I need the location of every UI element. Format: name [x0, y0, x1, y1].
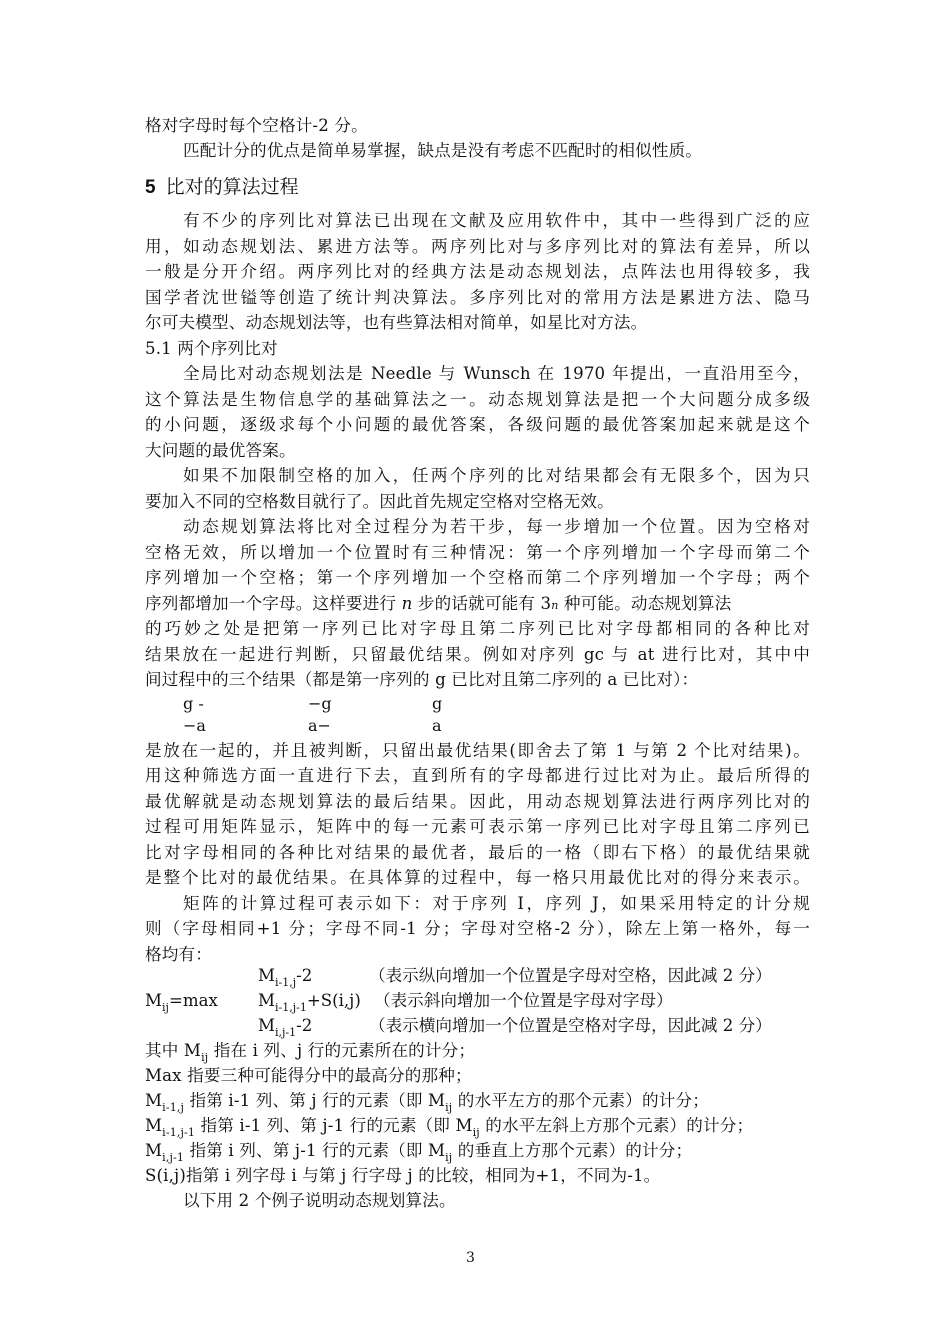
- paragraph-line: 矩阵的计算过程可表示如下：对于序列 I，序列 J，如果采用特定的计分规: [183, 894, 810, 913]
- subscript: i-1,j-1: [275, 1001, 307, 1014]
- paragraph-line: 用这种筛选方面一直进行下去，直到所有的字母都进行过比对为止。最后所得的: [145, 766, 810, 785]
- alignment-2-top: −g: [308, 694, 332, 713]
- paragraph-line: 国学者沈世镒等创造了统计判决算法。多序列比对的常用方法是累进方法、隐马: [145, 288, 810, 307]
- paragraph-line: 比对字母相同的各种比对结果的最优者，最后的一格（即右下格）的最优结果就: [145, 843, 810, 862]
- text-run: 的水平左方的那个元素）的计分；: [452, 1091, 709, 1110]
- paragraph-line: [145, 592, 810, 618]
- paragraph-line: 序列增加一个空格；第一个序列增加一个空格而第二个序列增加一个字母；两个: [145, 568, 810, 587]
- superscript-n: n: [551, 599, 559, 612]
- alignment-1-top: g -: [183, 694, 204, 713]
- paragraph-line: 的巧妙之处是把第一序列已比对字母且第二序列已比对字母都相同的各种比对: [145, 619, 810, 638]
- formula-note-1: （表示纵向增加一个位置是字母对空格，因此减 2 分）: [369, 966, 772, 985]
- text-run: 指第 i-1 列、第 j-1 行的元素（即 M: [195, 1116, 473, 1135]
- definition-line: [145, 1039, 810, 1065]
- alignment-1-bottom: −a: [183, 716, 206, 735]
- section-heading: [145, 174, 299, 201]
- text-run: 指第 i 列、第 j-1 行的元素（即 M: [184, 1141, 446, 1160]
- subscript: ij: [201, 1051, 209, 1064]
- paragraph-line: 是整个比对的最优结果。在具体算的过程中，每一格只用最优比对的得分来表示。: [145, 868, 810, 887]
- text-run: 的水平左斜上方那个元素）的计分；: [479, 1116, 754, 1135]
- formula-m: M: [258, 991, 275, 1010]
- text-run: 步的话就可能有 3: [412, 594, 552, 613]
- text-run: M: [145, 1116, 163, 1135]
- definition-line: S(i,j)指第 i 列字母 i 与第 j 行字母 j 的比较，相同为+1，不同为-1。: [145, 1166, 661, 1185]
- definition-line: [145, 1139, 810, 1165]
- subsection-heading: 5.1 两个序列比对: [145, 339, 278, 358]
- paragraph-line: 动态规划算法将比对全过程分为若干步，每一步增加一个位置。因为空格对: [183, 517, 810, 536]
- paragraph-line: 这个算法是生物信息学的基础算法之一。动态规划算法是把一个大问题分成多级: [145, 390, 810, 409]
- text-run: 的垂直上方那个元素）的计分；: [452, 1141, 693, 1160]
- paragraph-line: 结果放在一起进行判断，只留最优结果。例如对序列 gc 与 at 进行比对，其中中: [145, 645, 810, 664]
- formula-case-1: [258, 964, 312, 990]
- paragraph-line: 格均有：: [145, 945, 212, 964]
- alignment-2-bottom: a−: [308, 716, 331, 735]
- paragraph-line: 如果不加限制空格的加入，任两个序列的比对结果都会有无限多个，因为只: [183, 466, 810, 485]
- formula-m: M: [145, 991, 162, 1010]
- paragraph-line: 的小问题，逐级求每个小问题的最优答案，各级问题的最优答案加起来就是这个: [145, 415, 810, 434]
- definition-line: Max 指要三种可能得分中的最高分的那种；: [145, 1066, 472, 1085]
- formula-case-3: [258, 1014, 312, 1040]
- paragraph-line: 大问题的最优答案。: [145, 441, 296, 460]
- paragraph-line: 是放在一起的，并且被判断，只留出最优结果(即舍去了第 1 与第 2 个比对结果)。: [145, 741, 810, 760]
- paragraph-line: 有不少的序列比对算法已出现在文献及应用软件中，其中一些得到广泛的应: [183, 211, 810, 230]
- formula-lhs: [145, 989, 218, 1015]
- paragraph-line: 要加入不同的空格数目就行了。因此首先规定空格对空格无效。: [145, 492, 614, 511]
- paragraph-line: 最优解就是动态规划算法的最后结果。因此，用动态规划算法进行两序列比对的: [145, 792, 810, 811]
- paragraph-line: 一般是分开介绍。两序列比对的经典方法是动态规划法，点阵法也用得较多，我: [145, 262, 810, 281]
- italic-n: n: [401, 594, 413, 613]
- subscript: i,j-1: [275, 1026, 297, 1039]
- formula-note-2: （表示斜向增加一个位置是字母对字母）: [374, 991, 673, 1010]
- text-run: 指在 i 列、j 行的元素所在的计分；: [208, 1041, 476, 1060]
- paragraph-line: 间过程中的三个结果（都是第一序列的 g 已比对且第二序列的 a 已比对）：: [145, 670, 699, 689]
- formula-note-3: （表示横向增加一个位置是空格对字母，因此减 2 分）: [369, 1016, 772, 1035]
- subscript: i,j-1: [162, 1151, 185, 1164]
- alignment-3-bottom: a: [432, 716, 442, 735]
- subscript: i-1,j-1: [162, 1126, 196, 1139]
- formula-m: M: [258, 1016, 275, 1035]
- formula-term: -2: [296, 966, 313, 985]
- paragraph-line: 尔可夫模型、动态规划法等，也有些算法相对简单，如星比对方法。: [145, 313, 648, 332]
- formula-case-2: [258, 989, 361, 1015]
- definition-line: [145, 1089, 810, 1115]
- section-number: 5: [145, 177, 156, 198]
- alignment-3-top: g: [432, 694, 443, 713]
- formula-max: =max: [168, 991, 218, 1010]
- subscript: i-1,j: [162, 1101, 185, 1114]
- formula-term: +S(i,j): [306, 991, 361, 1010]
- section-title: 比对的算法过程: [165, 176, 299, 198]
- formula-m: M: [258, 966, 275, 985]
- paragraph-line: 则（字母相同+1 分；字母不同-1 分；字母对空格-2 分），除左上第一格外，每一: [145, 919, 810, 938]
- paragraph-line: 以下用 2 个例子说明动态规划算法。: [183, 1191, 456, 1210]
- text-run: M: [145, 1091, 163, 1110]
- paragraph-line: 空格无效，所以增加一个位置时有三种情况：第一个序列增加一个字母而第二个: [145, 543, 810, 562]
- paragraph-line: 用，如动态规划法、累进方法等。两序列比对与多序列比对的算法有差异，所以: [145, 237, 810, 256]
- paragraph-line: 全局比对动态规划法是 Needle 与 Wunsch 在 1970 年提出，一直沿用至今，: [183, 364, 810, 383]
- text-run: 序列都增加一个字母。这样要进行: [145, 594, 402, 613]
- definition-line: [145, 1114, 810, 1140]
- paragraph-line: 格对字母时每个空格计-2 分。: [145, 116, 368, 135]
- subscript: ij: [445, 1101, 453, 1114]
- text-run: M: [145, 1141, 163, 1160]
- page-number: 3: [466, 1250, 475, 1266]
- text-run: 种可能。动态规划算法: [558, 594, 732, 613]
- subscript: ij: [162, 1001, 169, 1014]
- text-run: 指第 i-1 列、第 j 行的元素（即 M: [184, 1091, 446, 1110]
- subscript: ij: [472, 1126, 480, 1139]
- formula-term: -2: [296, 1016, 313, 1035]
- text-run: 其中 M: [145, 1041, 202, 1060]
- subscript: i-1,j: [275, 976, 297, 989]
- paragraph-line: 匹配计分的优点是简单易掌握，缺点是没有考虑不匹配时的相似性质。: [183, 141, 703, 160]
- paragraph-line: 过程可用矩阵显示，矩阵中的每一元素可表示第一序列已比对字母且第二序列已: [145, 817, 810, 836]
- subscript: ij: [445, 1151, 453, 1164]
